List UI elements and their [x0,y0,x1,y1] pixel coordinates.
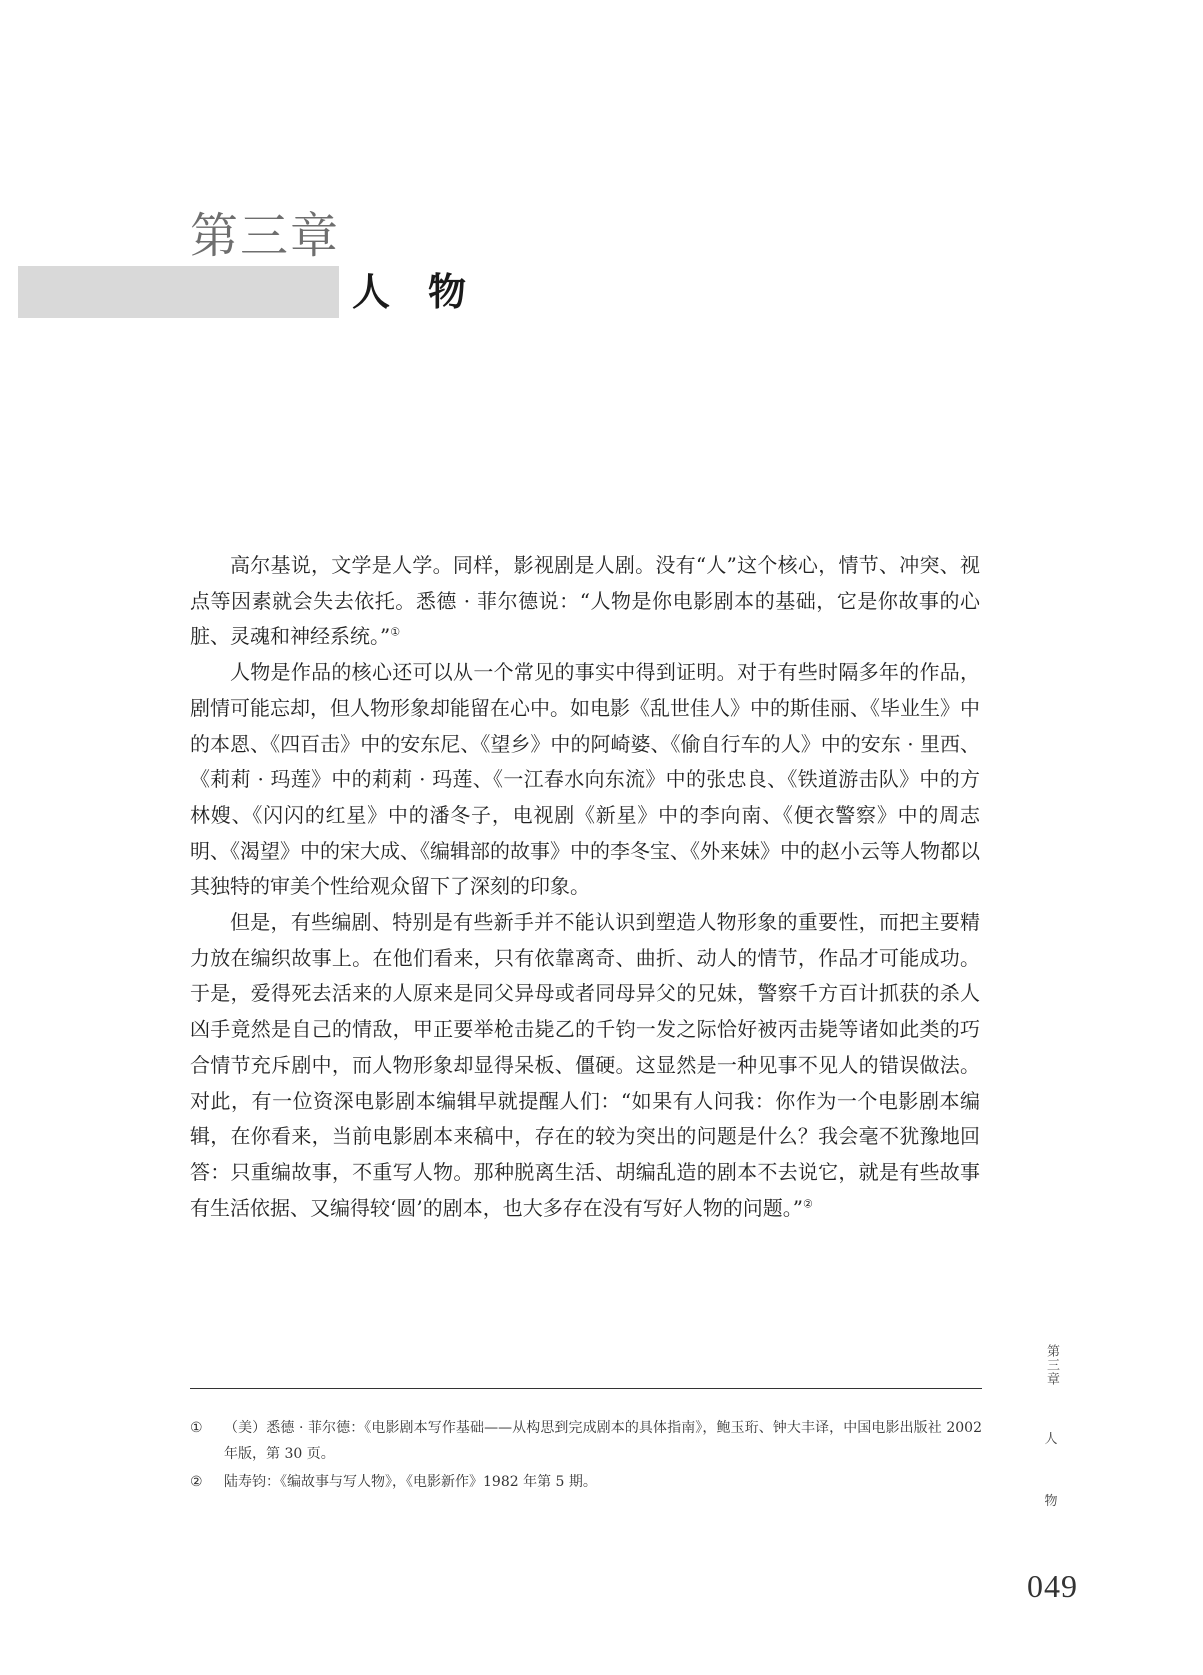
running-header [1040,1344,1062,1510]
footnote-ref[interactable]: ① [390,625,401,639]
footnote-divider [190,1388,982,1389]
paragraph-text: 高尔基说，文学是人学。同样，影视剧是人剧。没有“人”这个核心，情节、冲突、视点等因素就会失去依托。悉德 · 菲尔德说：“人物是你电影剧本的基础，它是你故事的心脏、灵魂和神经系统。” [190,553,980,649]
body-text [190,548,980,1226]
footnote-ref[interactable]: ② [802,1197,813,1210]
footnote [190,1415,982,1467]
footnote-text: （美）悉德 · 菲尔德：《电影剧本写作基础——从构思到完成剧本的具体指南》，鲍玉珩、钟大丰译，中国电影出版社 2002 年版，第 30 页。 [224,1420,982,1462]
paragraph-text: 但是，有些编剧、特别是有些新手并不能认识到塑造人物形象的重要性，而把主要精力放在编织故事上。在他们看来，只有依靠离奇、曲折、动人的情节，作品才可能成功。于是，爱得死去活来的人原来是同父异母或者同母异父的兄妹，警察千方百计抓获的杀人凶手竟然是自己的情敌，甲正要举枪击毙乙的千钧一发之际恰好被丙击毙等诸如此类的巧合情节充斥剧中，而人物形象却显得呆板、僵硬。这显然是一种见事不见人的错误做法。对此，有一位资深电影剧本编辑早就提醒人们：“如果有人问我：你作为一个电影剧本编辑，在你看来，当前电影剧本来稿中，存在的较为突出的问题是什么？我会毫不犹豫地回答：只重编故事，不重写人物。那种脱离生活、胡编乱造的剧本不去说它，就是有些故事有生活依据、又编得较‘圆’的剧本，也大多存在没有写好人物的问题。” [190,910,980,1220]
footnotes [190,1415,982,1497]
footnote [190,1469,982,1495]
title-bar-decoration [18,266,339,318]
paragraph [190,905,980,1226]
footnote-text: 陆寿钧：《编故事与写人物》，《电影新作》1982 年第 5 期。 [224,1474,597,1490]
paragraph-text: 人物是作品的核心还可以从一个常见的事实中得到证明。对于有些时隔多年的作品，剧情可能忘却，但人物形象却能留在心中。如电影《乱世佳人》中的斯佳丽、《毕业生》中的本恩、《四百击》中的安东尼、《望乡》中的阿崎婆、《偷自行车的人》中的安东 · 里西、《莉莉 · 玛莲》中的莉莉 · 玛莲、《一江春水向东流》中的张忠良、《铁道游击队》中的方林嫂、《闪闪的红星》中的潘冬子，电视剧《新星》中的李向南、《便衣警察》中的周志明、《渴望》中的宋大成、《编辑部的故事》中的李冬宝、《外来妹》中的赵小云等人物都以其独特的审美个性给观众留下了深刻的印象。 [190,660,980,899]
running-header-title-char: 人 [1044,1432,1058,1447]
footnote-mark: ① [190,1420,203,1436]
chapter-number: 第三章 [190,208,341,264]
chapter-title: 人 物 [352,270,467,314]
paragraph [190,655,980,905]
page-number: 049 [1027,1568,1078,1604]
footnote-mark: ② [190,1474,203,1490]
running-header-title-char: 物 [1044,1494,1058,1509]
running-header-chapter: 第三章 [1044,1344,1059,1386]
paragraph [190,548,980,655]
